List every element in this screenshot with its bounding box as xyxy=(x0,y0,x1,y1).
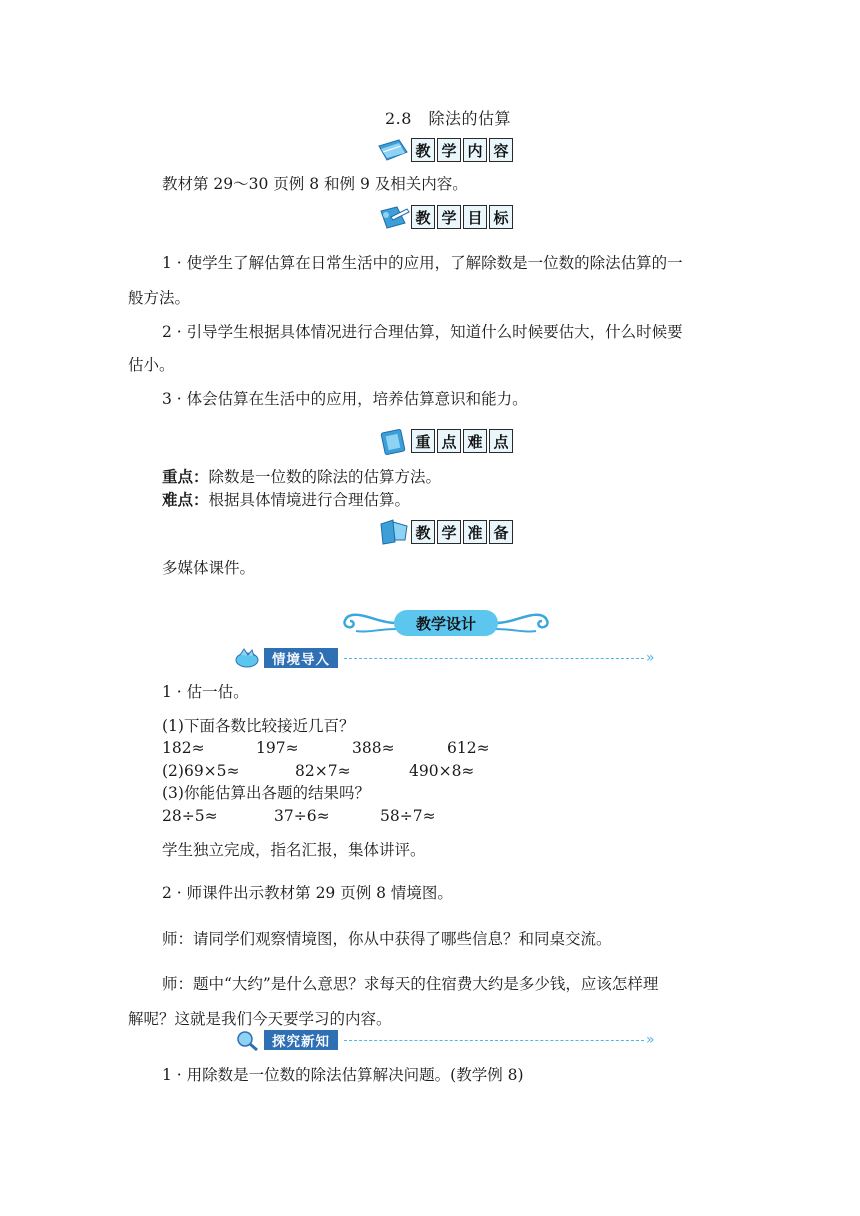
design-banner xyxy=(340,607,552,639)
section-char: 教 xyxy=(411,205,435,229)
section-header-keypoints xyxy=(377,427,513,455)
key-point xyxy=(162,467,441,487)
section-char: 学 xyxy=(437,520,461,544)
section-char: 重 xyxy=(411,429,435,453)
section-char: 学 xyxy=(437,138,461,162)
intro-summary: 学生独立完成，指名汇报，集体讲评。 xyxy=(162,841,426,859)
section-char: 点 xyxy=(437,429,461,453)
explore-tag-label: 探究新知 xyxy=(264,1030,338,1050)
content-text: 教材第 29～30 页例 8 和例 9 及相关内容。 xyxy=(162,175,468,193)
divider xyxy=(344,1040,644,1041)
section-char: 教 xyxy=(411,138,435,162)
intro-step-1: 1 · 估一估。 xyxy=(162,683,249,701)
prep-text: 多媒体课件。 xyxy=(162,559,256,577)
estimate-item: 82×7≈ xyxy=(295,762,351,780)
flag-icon xyxy=(377,518,411,546)
difficult-point-label: 难点： xyxy=(162,490,209,509)
difficult-point-text: 根据具体情境进行合理估算。 xyxy=(208,491,411,509)
goal-2-line-2: 估小。 xyxy=(128,356,175,374)
section-char: 难 xyxy=(463,429,487,453)
estimate-item: 28÷5≈ xyxy=(162,807,218,825)
estimate-item: 490×8≈ xyxy=(409,762,475,780)
intro-question-3: (3)你能估算出各题的结果吗？ xyxy=(162,784,370,802)
goal-2-line-1: 2 · 引导学生根据具体情况进行合理估算，知道什么时候要估大，什么时候要 xyxy=(162,323,683,341)
estimate-item: 182≈ xyxy=(162,739,205,757)
intro-question-1: (1)下面各数比较接近几百？ xyxy=(162,717,355,735)
estimate-item: 388≈ xyxy=(352,739,395,757)
section-char: 标 xyxy=(489,205,513,229)
divider xyxy=(344,658,644,659)
estimate-item: 37÷6≈ xyxy=(274,807,330,825)
teacher-line-2a: 师：题中“大约”是什么意思？求每天的住宿费大约是多少钱，应该怎样理 xyxy=(162,975,659,993)
double-chevron-icon: » xyxy=(646,1032,655,1048)
intro-step-2: 2 · 师课件出示教材第 29 页例 8 情境图。 xyxy=(162,884,453,902)
shell-icon xyxy=(234,647,260,669)
teacher-line-2b: 解呢？这就是我们今天要学习的内容。 xyxy=(128,1010,392,1028)
goal-1-line-1: 1 · 使学生了解估算在日常生活中的应用，了解除数是一位数的除法估算的一 xyxy=(162,254,683,272)
teacher-line-1: 师：请同学们观察情境图，你从中获得了哪些信息？和同桌交流。 xyxy=(162,930,612,948)
estimate-item: 612≈ xyxy=(447,739,490,757)
section-char: 教 xyxy=(411,520,435,544)
section-header-goals xyxy=(377,203,513,231)
page-title: 2.8 除法的估算 xyxy=(385,109,511,128)
notebook-icon xyxy=(377,427,411,455)
intro-tag xyxy=(234,647,655,669)
explore-step-1: 1 · 用除数是一位数的除法估算解决问题。(教学例 8) xyxy=(162,1066,524,1084)
estimate-item: 197≈ xyxy=(256,739,299,757)
design-banner-label: 教学设计 xyxy=(394,610,498,636)
key-point-text: 除数是一位数的除法的估算方法。 xyxy=(208,468,442,486)
section-char: 目 xyxy=(463,205,487,229)
key-point-label: 重点： xyxy=(162,467,209,486)
section-char: 备 xyxy=(489,520,513,544)
section-char: 容 xyxy=(489,138,513,162)
intro-tag-label: 情境导入 xyxy=(264,648,338,668)
double-chevron-icon: » xyxy=(646,650,655,666)
estimate-item: 58÷7≈ xyxy=(380,807,436,825)
intro-question-2: (2)69×5≈ xyxy=(162,762,240,780)
section-header-content xyxy=(377,136,513,164)
explore-tag xyxy=(234,1029,655,1051)
section-char: 点 xyxy=(489,429,513,453)
section-char: 学 xyxy=(437,205,461,229)
pencil-book-icon xyxy=(377,203,411,231)
section-char: 内 xyxy=(463,138,487,162)
book-icon xyxy=(377,136,411,164)
goal-3: 3 · 体会估算在生活中的应用，培养估算意识和能力。 xyxy=(162,390,528,408)
section-header-prep xyxy=(377,518,513,546)
difficult-point xyxy=(162,490,410,510)
section-char: 准 xyxy=(463,520,487,544)
magnifier-icon xyxy=(234,1029,260,1051)
goal-1-line-2: 般方法。 xyxy=(128,289,191,307)
